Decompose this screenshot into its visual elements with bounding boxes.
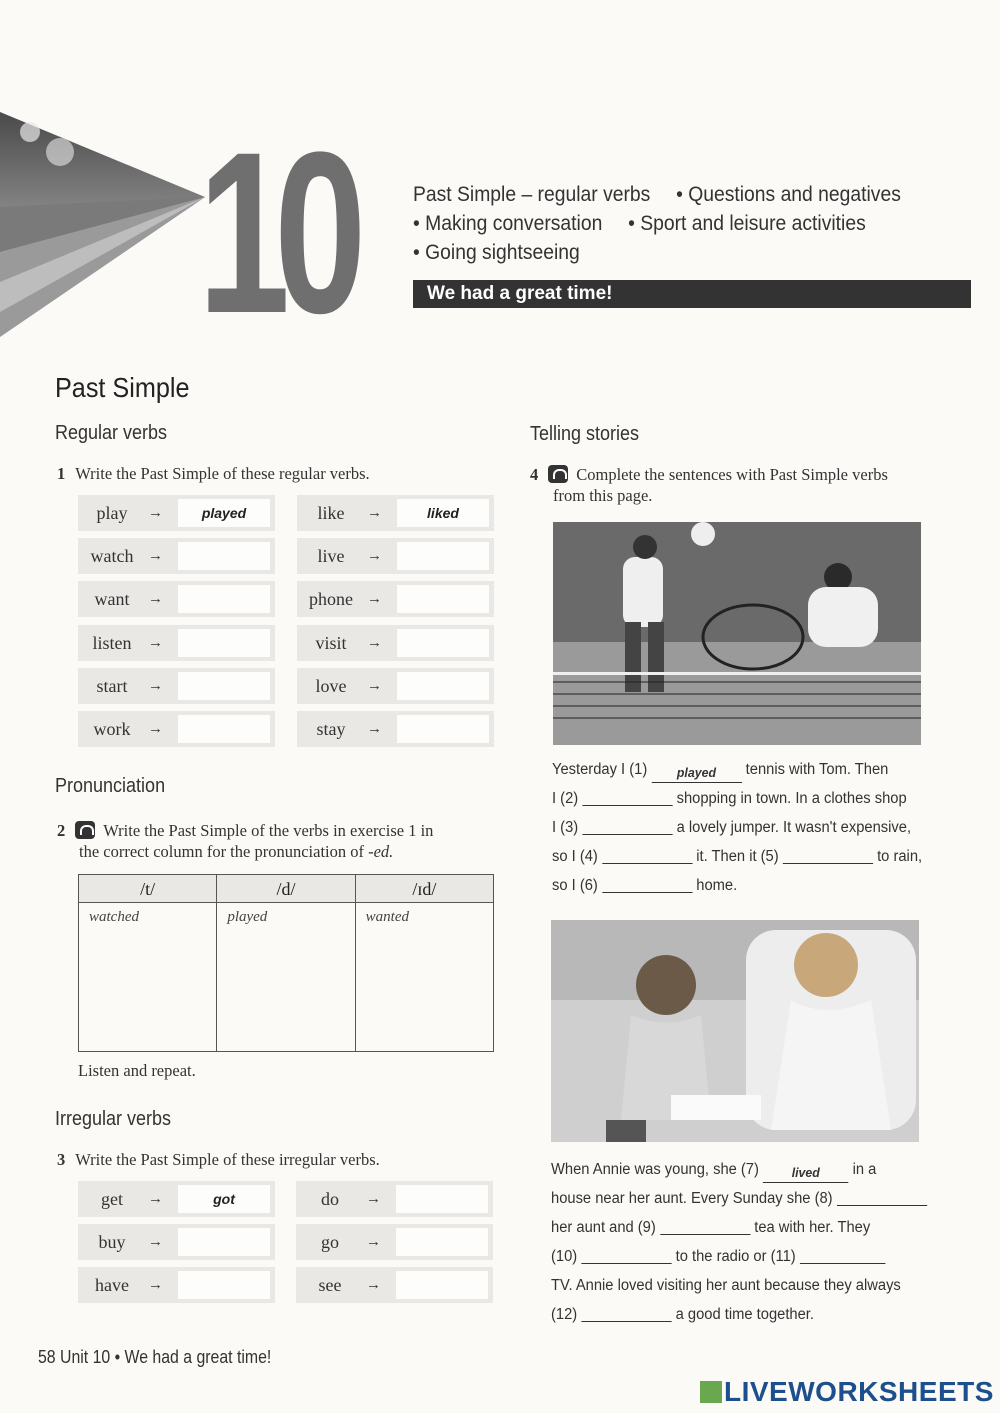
- regular-verbs-heading: Regular verbs: [55, 422, 168, 444]
- exercise-4-instruction: [530, 464, 888, 506]
- answer-field[interactable]: [178, 1228, 270, 1256]
- topic-item: • Sport and leisure activities: [628, 212, 866, 235]
- verb-row: [297, 495, 494, 531]
- column-header-id: /ɪd/: [412, 879, 437, 899]
- story-text: so I (6): [552, 877, 598, 894]
- story-text: Yesterday I (1): [552, 761, 648, 778]
- answer-field[interactable]: got: [178, 1185, 270, 1213]
- answer-field[interactable]: [397, 542, 489, 570]
- arrow-icon: →: [148, 547, 163, 565]
- answer-field[interactable]: [397, 585, 489, 613]
- story-text: to rain,: [877, 848, 923, 865]
- verb-row: [297, 625, 494, 661]
- exercise-number: 4: [530, 465, 539, 484]
- arrow-icon: →: [148, 590, 163, 608]
- arrow-icon: →: [148, 1276, 163, 1293]
- story-text: to the radio or (11): [675, 1248, 796, 1265]
- verb-word: have: [95, 1275, 129, 1295]
- verb-word: listen: [92, 632, 132, 653]
- verb-row: [297, 711, 494, 747]
- verb-row: [297, 581, 494, 617]
- section-title: Past Simple: [55, 372, 190, 403]
- answer-field[interactable]: [178, 629, 270, 657]
- arrow-icon: →: [366, 1190, 381, 1207]
- arrow-icon: →: [367, 676, 382, 694]
- story-text: in a: [852, 1161, 877, 1178]
- arrow-icon: →: [148, 720, 163, 737]
- story-text: a lovely jumper. It wasn't expensive,: [676, 819, 912, 836]
- story-2: [551, 1155, 927, 1329]
- answer-field[interactable]: [397, 629, 489, 657]
- logo-text: LIVEWORKSHEETS: [724, 1376, 994, 1407]
- page-footer: 58 Unit 10 • We had a great time!: [38, 1347, 272, 1367]
- verb-word: see: [318, 1275, 342, 1295]
- blank-6[interactable]: [602, 875, 692, 893]
- story-text: it. Then it (5): [696, 848, 779, 865]
- arrow-icon: →: [148, 504, 163, 521]
- arrow-icon: →: [148, 676, 163, 694]
- story-text: so I (4): [552, 848, 598, 865]
- verb-word: do: [321, 1189, 339, 1209]
- instruction-text: the correct column for the pronunciation of: [79, 842, 364, 861]
- answer-field[interactable]: [178, 585, 270, 613]
- exercise-number: 2: [57, 821, 66, 840]
- logo-icon: [700, 1381, 722, 1403]
- arrow-icon: →: [367, 720, 382, 737]
- verb-word: stay: [316, 719, 346, 739]
- story-text: (12): [551, 1306, 578, 1323]
- verb-row: [78, 495, 275, 531]
- column-d-answers[interactable]: played: [217, 903, 355, 1051]
- arrow-icon: →: [148, 1190, 163, 1207]
- verb-word: like: [317, 503, 345, 523]
- verb-row: [78, 538, 275, 574]
- story-text: tennis with Tom. Then: [745, 761, 889, 778]
- pronunciation-heading: Pronunciation: [55, 775, 166, 797]
- verb-word: play: [96, 503, 128, 523]
- arrow-icon: →: [367, 633, 382, 651]
- column-id-answers[interactable]: wanted: [365, 909, 409, 925]
- topic-item: • Questions and negatives: [676, 183, 901, 206]
- verb-word: get: [101, 1189, 123, 1209]
- blank-3[interactable]: [582, 817, 672, 835]
- blank-2[interactable]: [582, 788, 672, 806]
- verb-word: go: [321, 1232, 339, 1252]
- story-text: tea with her. They: [754, 1219, 871, 1236]
- reading-photo: [551, 920, 919, 1142]
- blank-9[interactable]: [660, 1217, 750, 1235]
- audio-icon[interactable]: [548, 465, 568, 483]
- verb-word: live: [317, 546, 345, 567]
- verb-word: buy: [98, 1232, 126, 1252]
- story-text: TV. Annie loved visiting her aunt because they always: [551, 1277, 901, 1294]
- arrow-icon: →: [148, 633, 163, 651]
- verb-row: [78, 711, 275, 747]
- story-text: shopping in town. In a clothes shop: [676, 790, 907, 807]
- blank-11[interactable]: [800, 1246, 886, 1264]
- verb-word: watch: [90, 546, 134, 567]
- arrow-icon: →: [366, 1233, 381, 1250]
- liveworksheets-logo: [700, 1376, 994, 1408]
- blank-4[interactable]: [602, 846, 692, 864]
- verb-row: [296, 1267, 493, 1303]
- arrow-icon: →: [367, 504, 382, 521]
- arrow-icon: →: [367, 590, 382, 608]
- answer-field[interactable]: [397, 715, 489, 743]
- blank-1[interactable]: played: [651, 765, 741, 783]
- road-photo: [0, 112, 205, 337]
- verb-row: [78, 668, 275, 704]
- verb-word: visit: [315, 632, 347, 653]
- exercise-number: 1: [57, 464, 66, 483]
- arrow-icon: →: [367, 547, 382, 565]
- story-1: [552, 755, 922, 900]
- answer-field[interactable]: [396, 1228, 488, 1256]
- column-header-t: /t/: [79, 875, 217, 902]
- verb-row: [296, 1181, 493, 1217]
- blank-12[interactable]: [581, 1304, 671, 1322]
- unit-number: 10: [198, 104, 351, 361]
- instruction-text: from this page.: [553, 486, 653, 505]
- story-text: a good time together.: [675, 1306, 815, 1323]
- story-text: house near her aunt. Every Sunday she (8): [551, 1190, 833, 1207]
- answer-field[interactable]: [178, 672, 270, 700]
- answer-field[interactable]: [178, 715, 270, 743]
- blank-5[interactable]: [783, 846, 873, 864]
- blank-7[interactable]: lived: [763, 1165, 849, 1183]
- verb-row: [297, 538, 494, 574]
- unit-topics: [413, 180, 901, 267]
- verb-row: [78, 625, 275, 661]
- audio-icon[interactable]: [75, 821, 95, 839]
- story-text: I (3): [552, 819, 579, 836]
- arrow-icon: →: [148, 1233, 163, 1250]
- verb-word: phone: [309, 589, 353, 610]
- exercise-3-instruction: [57, 1149, 380, 1170]
- verb-word: start: [96, 675, 128, 696]
- story-text: her aunt and (9): [551, 1219, 656, 1236]
- exercise-1-instruction: [57, 463, 370, 484]
- blank-8[interactable]: [837, 1188, 927, 1206]
- telling-stories-heading: Telling stories: [530, 423, 640, 445]
- answer-field[interactable]: [397, 672, 489, 700]
- verb-row: [78, 1224, 275, 1260]
- instruction-text: Write the Past Simple of the verbs in exercise 1 in: [103, 821, 434, 840]
- verb-word: work: [93, 719, 131, 739]
- story-text: (10): [551, 1248, 578, 1265]
- verb-row: [78, 1267, 275, 1303]
- story-text: I (2): [552, 790, 579, 807]
- topic-item: Past Simple – regular verbs: [413, 183, 651, 206]
- verb-word: want: [94, 589, 130, 610]
- answer-field[interactable]: [178, 1271, 270, 1299]
- answer-field[interactable]: [178, 542, 270, 570]
- story-text: home.: [696, 877, 738, 894]
- answer-field[interactable]: played: [178, 499, 270, 527]
- irregular-verbs-heading: Irregular verbs: [55, 1108, 172, 1130]
- arrow-icon: →: [366, 1276, 381, 1293]
- blank-10[interactable]: [581, 1246, 671, 1264]
- verb-row: [78, 581, 275, 617]
- listen-and-repeat: Listen and repeat.: [78, 1061, 196, 1080]
- verb-row: [297, 668, 494, 704]
- column-header-d: /d/: [217, 875, 355, 902]
- topic-item: • Making conversation: [413, 212, 603, 235]
- verb-word: love: [315, 675, 347, 696]
- story-text: When Annie was young, she (7): [551, 1161, 759, 1178]
- instruction-text: Write the Past Simple of these irregular verbs.: [75, 1150, 380, 1169]
- answer-field[interactable]: liked: [397, 499, 489, 527]
- answer-field[interactable]: [396, 1271, 488, 1299]
- instruction-text: -ed.: [368, 842, 394, 861]
- tennis-photo: [553, 522, 921, 745]
- topic-item: • Going sightseeing: [413, 241, 580, 264]
- instruction-text: Write the Past Simple of these regular verbs.: [75, 464, 370, 483]
- unit-title-bar: We had a great time!: [413, 280, 971, 308]
- verb-row: [78, 1181, 275, 1217]
- exercise-2-instruction: [57, 820, 433, 862]
- answer-field[interactable]: [396, 1185, 488, 1213]
- exercise-number: 3: [57, 1150, 66, 1169]
- verb-row: [296, 1224, 493, 1260]
- instruction-text: Complete the sentences with Past Simple verbs: [576, 465, 888, 484]
- column-t-answers[interactable]: watched: [79, 903, 217, 1051]
- pronunciation-table: [78, 874, 494, 1052]
